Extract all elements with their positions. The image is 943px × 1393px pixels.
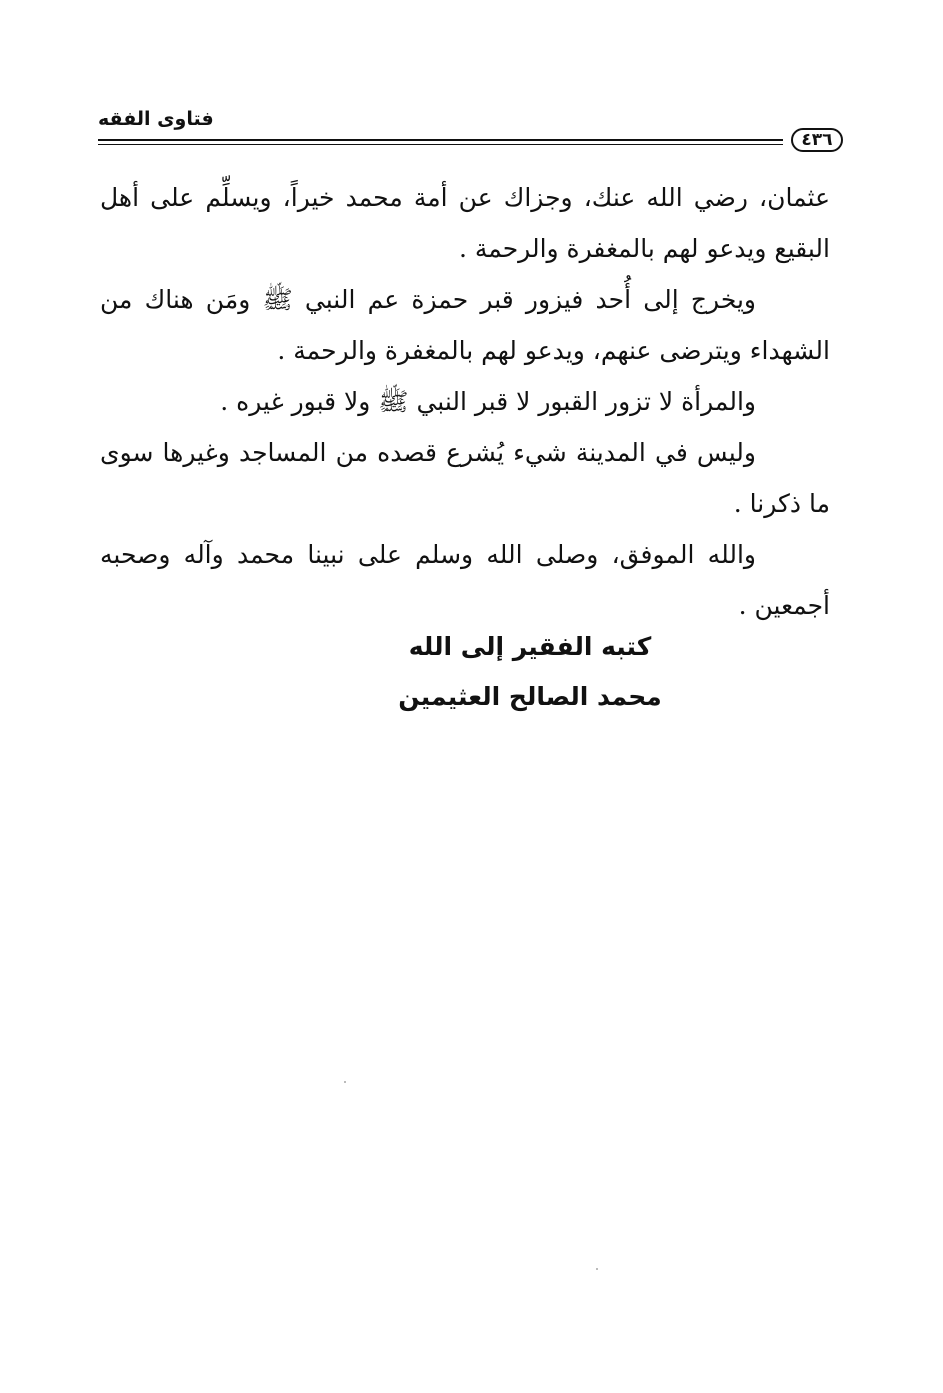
paragraph-5: والله الموفق، وصلى الله وسلم على نبينا محمد وآله وصحبه أجمعين . [100, 540, 830, 620]
page-header [98, 108, 843, 152]
body-text [100, 172, 830, 631]
running-title: فتاوى الفقه [98, 108, 214, 130]
scan-speck [344, 1081, 346, 1083]
page-number: ٤٣٦ [791, 128, 843, 152]
paragraph-4: وليس في المدينة شيء يُشرع قصده من المساجد وغيرها سوى ما ذكرنا . [100, 438, 830, 518]
paragraph-1: عثمان، رضي الله عنك، وجزاك عن أمة محمد خيراً، ويسلِّم على أهل البقيع ويدعو لهم بالمغفرة والرحمة . [100, 183, 830, 263]
signature-line-2: محمد الصالح العثيمين [398, 682, 662, 711]
paragraph-3: والمرأة لا تزور القبور لا قبر النبي ﷺ ولا قبور غيره . [220, 387, 756, 416]
signature-line-1: كتبه الفقير إلى الله [408, 632, 652, 661]
signature-block [100, 622, 830, 722]
header-rule [98, 139, 783, 145]
scan-speck [596, 1268, 598, 1270]
paragraph-2: ويخرج إلى أُحد فيزور قبر حمزة عم النبي ﷺ ومَن هناك من الشهداء ويترضى عنهم، ويدعو لهم بالمغفرة والرحمة . [100, 285, 830, 365]
